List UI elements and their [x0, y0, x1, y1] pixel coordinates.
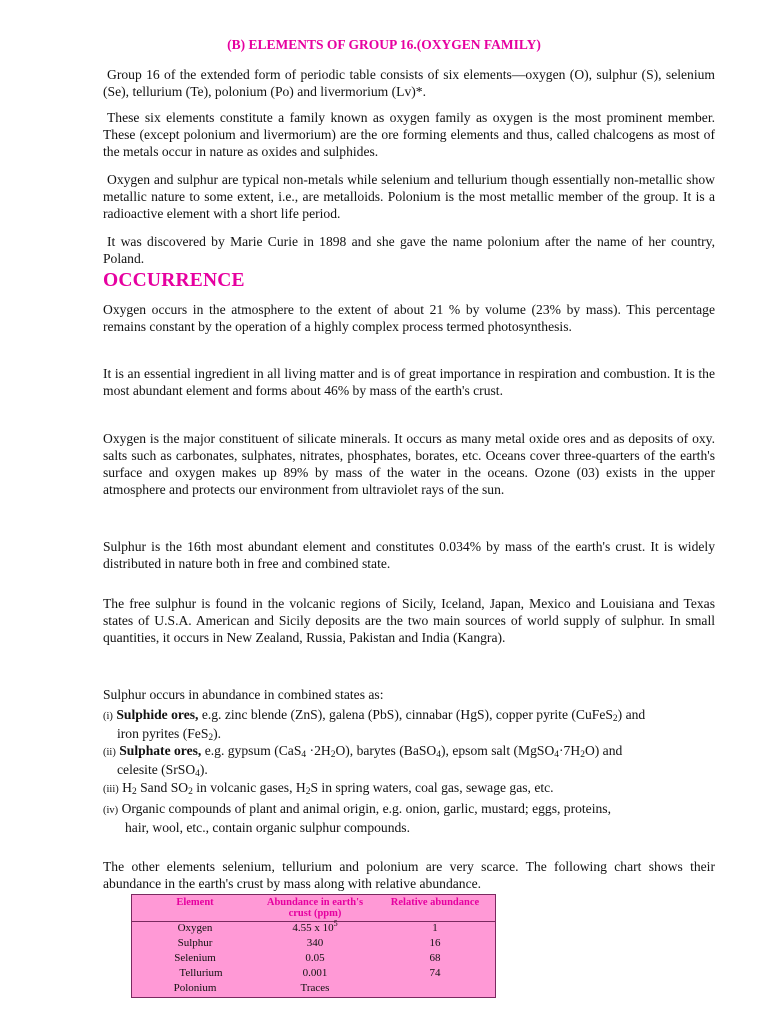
header-element: Element	[176, 897, 214, 908]
occurrence-paragraph-6: Sulphur occurs in abundance in combined states as:	[103, 687, 384, 702]
cell-element: Tellurium	[179, 967, 223, 979]
intro-paragraph-3: Oxygen and sulphur are typical non-metals while selenium and tellurium though essentially non-metallic show metallic nature to some extent, i.e., are metalloids. Polonium is the most metallic member of the group. It is a radioactive element with a short life period.	[103, 172, 715, 221]
header-relative-abundance: Relative abundance	[390, 897, 480, 908]
page-title: (B) ELEMENTS OF GROUP 16.(OXYGEN FAMILY)	[227, 37, 541, 52]
intro-paragraph-1: Group 16 of the extended form of periodic table consists of six elements—oxygen (O), sulphur (S), selenium (Se), tellurium (Te), polonium (Po) and livermorium (Lv)*.	[103, 67, 715, 99]
occurrence-paragraph-3: Oxygen is the major constituent of silicate minerals. It occurs as many metal oxide ores and as deposits of oxy. salts such as carbonates, sulphates, nitrates, phosphates, borates, etc. Oceans cover three-quarters of the earth's surface and oxygen makes up 89% by mass of the water in the oceans. Ozone (03) exists in the upper atmosphere and protects our environment from ultraviolet rays of the sun.	[103, 431, 715, 497]
closing-paragraph: The other elements selenium, tellurium and polonium are very scarce. The following chart shows their abundance in the earth's crust by mass along with relative abundance.	[103, 859, 715, 891]
cell-relative: 16	[429, 937, 441, 949]
cell-abundance: Traces	[300, 982, 330, 994]
table-row	[132, 966, 495, 981]
cell-element: Oxygen	[177, 922, 213, 934]
table-row	[132, 951, 495, 966]
cell-element: Selenium	[174, 952, 216, 964]
cell-abundance: 340	[306, 937, 324, 949]
cell-element: Sulphur	[177, 937, 213, 949]
occurrence-paragraph-2: It is an essential ingredient in all living matter and is of great importance in respiration and combustion. It is the most abundant element and forms about 46% by mass of the earth's crust.	[103, 366, 715, 398]
table-row	[132, 921, 495, 936]
table-row	[132, 981, 495, 996]
list-item-gases: (iii) $H_2$ Sand $SO_2$ in volcanic gases, $H_2S$ in spring waters, coal gas, sewage gas, etc.	[103, 780, 554, 797]
occurrence-paragraph-1: Oxygen occurs in the atmosphere to the extent of about 21 % by volume (23% by mass). This percentage remains constant by the operation of a highly complex process termed photosynthesis.	[103, 302, 715, 334]
abundance-table	[131, 894, 496, 998]
list-item-organic-compounds: (iv) Organic compounds of plant and animal origin, e.g. onion, garlic, mustard; eggs, proteins, hair, wool, etc., contain organic sulphur compounds.	[103, 801, 611, 835]
list-item-sulphate-ores: (ii) Sulphate ores, e.g. gypsum $(CaS_4 \cdot 2H_2O)$, barytes (BaSO$_4$), epsom salt $(MgSO_4\cdot 7H_2O)$ and celesite (SrSO$_4$).	[103, 743, 623, 779]
cell-abundance: 4.55 x $10^5$	[292, 919, 338, 934]
list-item-sulphide-ores: (i) Sulphide ores, e.g. zinc blende (ZnS), galena (PbS), cinnabar (HgS), copper pyrite (CuFeS$_2$) and iron pyrites (FeS$_2$).	[103, 707, 646, 743]
cell-relative: 68	[429, 952, 441, 964]
cell-abundance: 0.05	[305, 952, 325, 964]
occurrence-heading: OCCURRENCE	[103, 270, 245, 291]
table-header-row	[132, 895, 495, 922]
occurrence-paragraph-5: The free sulphur is found in the volcanic regions of Sicily, Iceland, Japan, Mexico and Louisiana and Texas states of U.S.A. American and Sicily deposits are the two main sources of world supply of sulphur. In small quantities, it occurs in New Zealand, Russia, Pakistan and India (Kangra).	[103, 596, 715, 645]
intro-paragraph-2: These six elements constitute a family known as oxygen family as oxygen is the most prominent member. These (except polonium and livermorium) are the ore forming elements and thus, called chalcogens as most of the metals occur in nature as oxides and sulphides.	[103, 110, 715, 159]
header-abundance: Abundance in earth's crust (ppm)	[266, 897, 364, 919]
occurrence-paragraph-4: Sulphur is the 16th most abundant element and constitutes 0.034% by mass of the earth's crust. It is widely distributed in nature both in free and combined state.	[103, 539, 715, 571]
cell-relative: 1	[432, 922, 438, 934]
table-row	[132, 936, 495, 951]
intro-paragraph-4: It was discovered by Marie Curie in 1898 and she gave the name polonium after the name of her country, Poland.	[103, 234, 715, 266]
cell-element: Polonium	[173, 982, 217, 994]
cell-relative: 74	[429, 967, 441, 979]
cell-abundance: 0.001	[302, 967, 328, 979]
